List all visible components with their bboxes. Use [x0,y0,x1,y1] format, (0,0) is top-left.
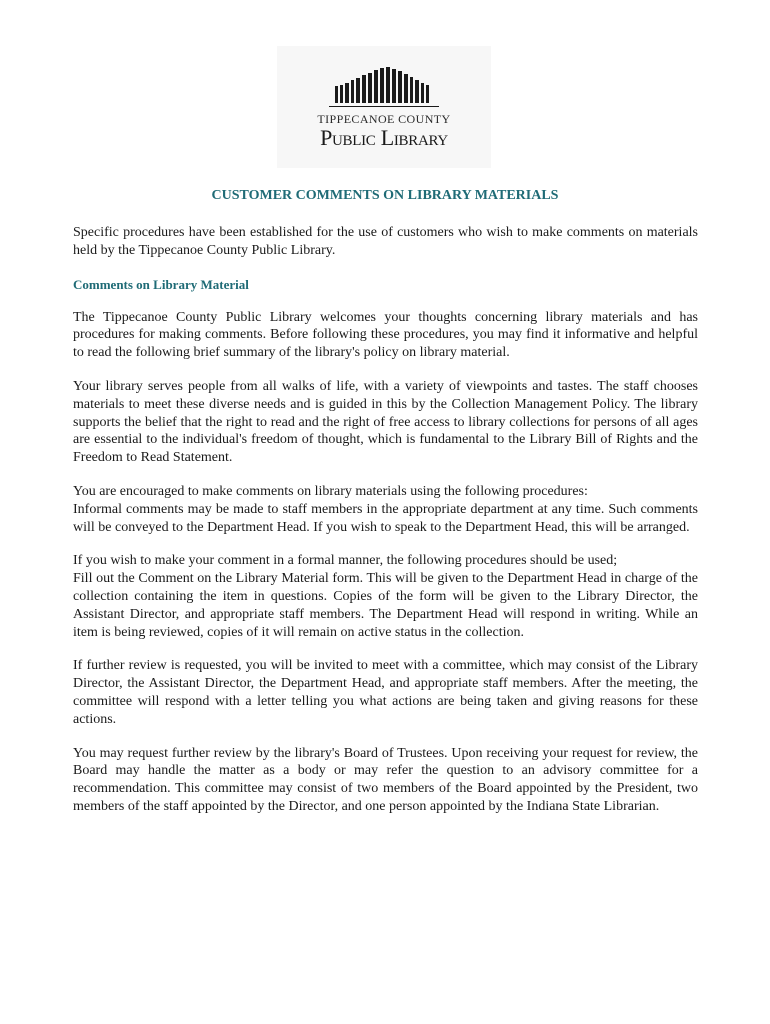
logo-county-text: TIPPECANOE COUNTY [317,112,451,126]
document-body [73,224,698,832]
paragraph-welcome: The Tippecanoe County Public Library welcomes your thoughts concerning library materials and has procedures for making comments. Before following these procedures, you may find it informative and helpful to read the following brief summary of the library's policy on library material. [73,309,698,361]
section-heading: Comments on Library Material [73,276,249,292]
formal-intro-line: If you wish to make your comment in a formal manner, the following procedures should be used; [73,553,618,569]
document-title: CUSTOMER COMMENTS ON LIBRARY MATERIALS [211,188,559,203]
informal-comments-text: Informal comments may be made to staff members in the appropriate department at any time. Such comments will be conveyed to the Department Head. If you wish to speak to the Department Head, this will be arranged. [73,501,698,535]
intro-paragraph: Specific procedures have been established for the use of customers who wish to make comments on materials held by the Tippecanoe County Public Library. [73,225,698,258]
paragraph-committee: If further review is requested, you will be invited to meet with a committee, which may consist of the Library Director, the Assistant Director, the Department Head, and appropriate staff members. After the meeting, the committee will respond with a letter telling you what actions are being taken and giving reasons for these actions. [73,658,698,727]
book-spines-logo-icon [277,46,491,112]
logo-library-text: Public Library [320,125,448,150]
formal-procedure-text: Fill out the Comment on the Library Material form. This will be given to the Department Head in charge of the collection containing the item in questions. Copies of the form will be given to the Library Director, the Assistant Director, and appropriate staff members. The Department Head will respond in writing. While an item is being reviewed, copies of it will remain on active status in the collection. [73,571,698,640]
library-logo [277,46,491,168]
paragraph-policy: Your library serves people from all walks of life, with a variety of viewpoints and tastes. The staff chooses materials to meet these diverse needs and is guided in this by the Collection Management Policy. The library supports the belief that the right to read and the right of free access to library collections for persons of all ages are essential to the individual's freedom of thought, which is fundamental to the Library Bill of Rights and the Freedom to Read Statement. [73,378,698,466]
paragraph-formal [73,552,698,641]
paragraph-board: You may request further review by the library's Board of Trustees. Upon receiving your request for review, the Board may handle the matter as a body or may refer the question to an advisory committee for a recommendation. This committee may consist of two members of the Board appointed by the President, two members of the staff appointed by the Director, and one person appointed by the Indiana State Librarian. [73,745,698,814]
paragraph-informal [73,483,698,536]
informal-intro-line: You are encouraged to make comments on library materials using the following procedures: [73,483,588,499]
